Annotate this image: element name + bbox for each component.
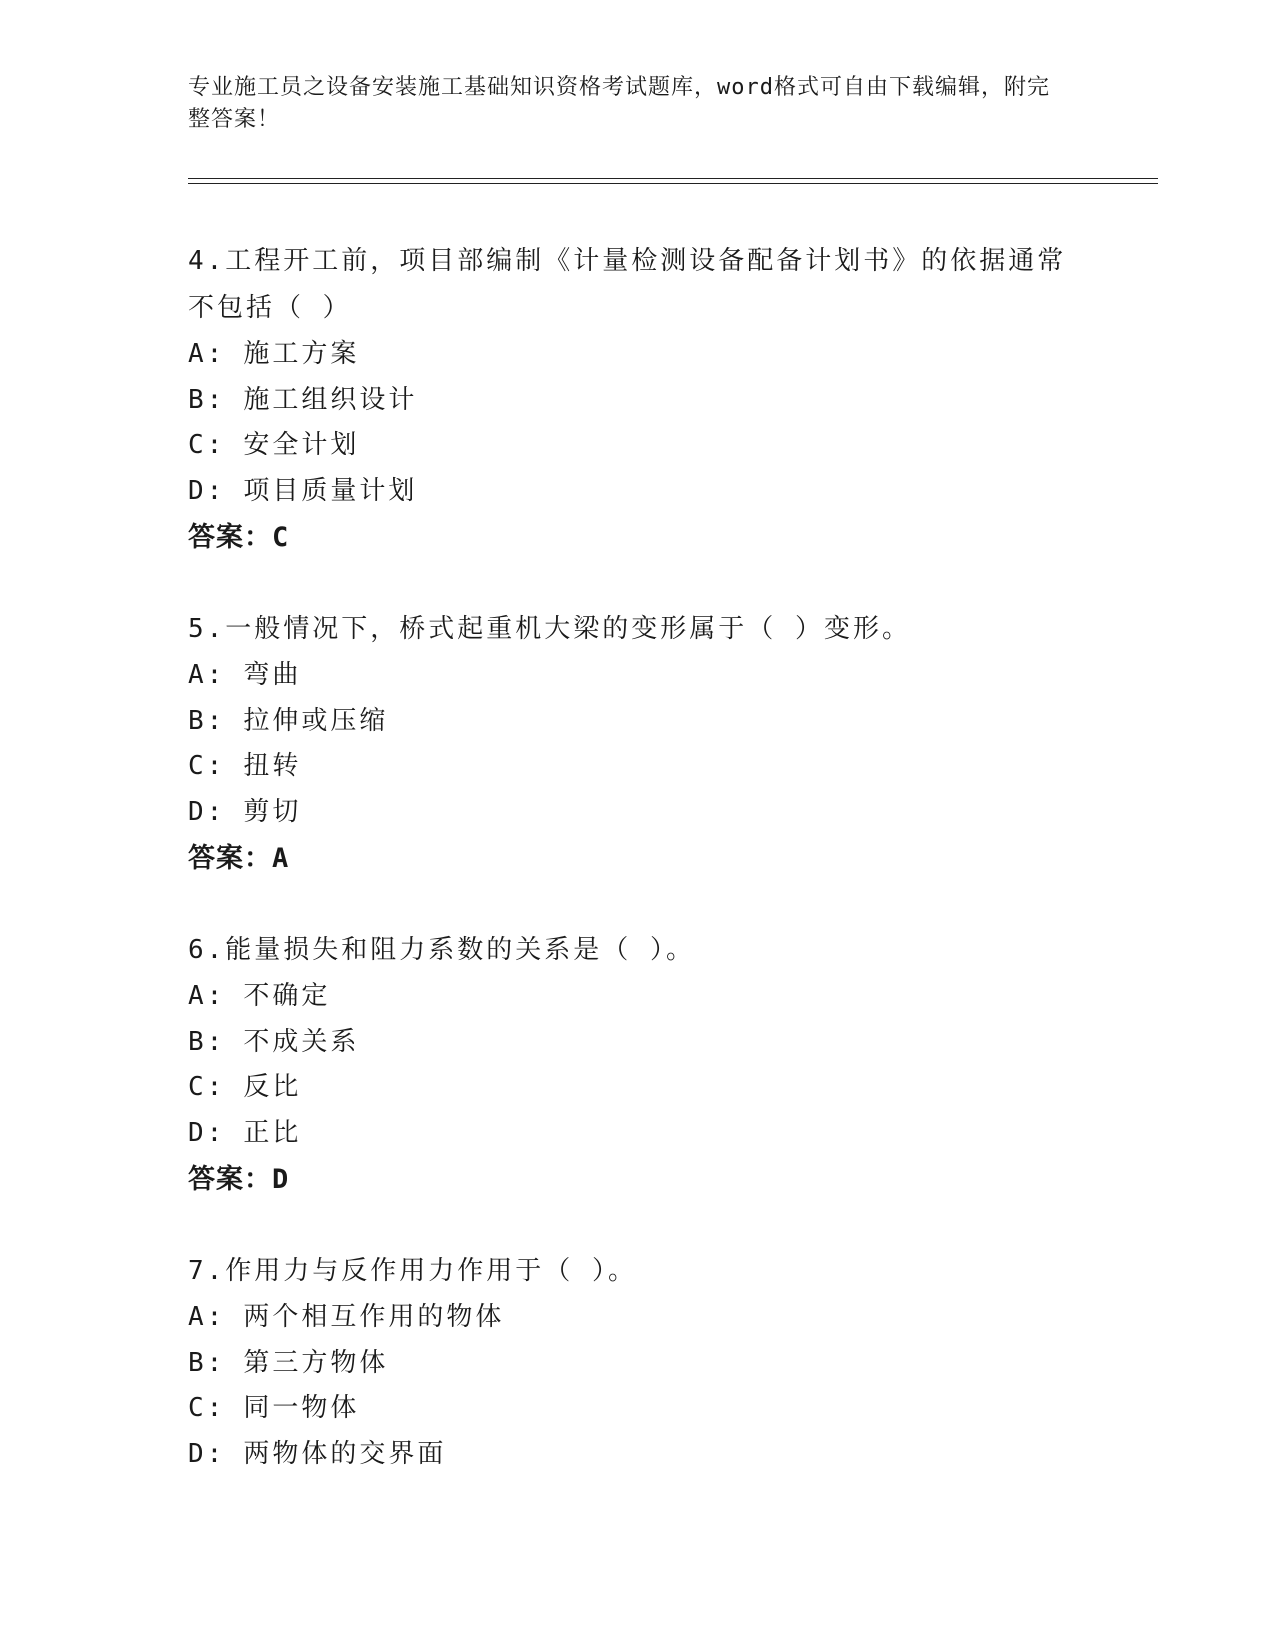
option-c (188, 423, 1088, 469)
option-label: A: (188, 981, 226, 1011)
option-text: 弯曲 (243, 660, 302, 690)
option-label: A: (188, 1302, 226, 1332)
option-b (188, 1020, 1088, 1066)
option-text: 反比 (243, 1072, 302, 1102)
option-label: B: (188, 1347, 226, 1378)
option-text: 正比 (243, 1117, 302, 1148)
option-text: 两个相互作用的物体 (243, 1302, 505, 1332)
option-c (188, 1065, 1088, 1111)
header-rule-bottom (188, 183, 1158, 184)
option-text: 拉伸或压缩 (243, 705, 389, 736)
answer-line: 答案：C (188, 522, 290, 553)
option-text: 同一物体 (243, 1393, 360, 1423)
option-b (188, 699, 1088, 745)
document-header: 专业施工员之设备安装施工基础知识资格考试题库，word格式可自由下载编辑，附完整答案！ (188, 75, 1050, 132)
question-6 (188, 927, 1088, 1203)
option-label: D: (188, 796, 226, 827)
option-text: 项目质量计划 (243, 475, 418, 506)
option-a (188, 332, 1088, 378)
option-label: D: (188, 1438, 226, 1469)
option-text: 第三方物体 (243, 1347, 389, 1378)
option-label: D: (188, 475, 226, 506)
option-d (188, 1111, 1088, 1157)
option-label: C: (188, 1393, 226, 1423)
question-text: 4.工程开工前，项目部编制《计量检测设备配备计划书》的依据通常不包括（ ） (188, 246, 1067, 323)
option-label: B: (188, 1026, 226, 1057)
question-list (188, 238, 1088, 1522)
answer-line: 答案：D (188, 1164, 290, 1195)
option-label: C: (188, 1072, 226, 1102)
option-label: B: (188, 705, 226, 736)
option-b (188, 1341, 1088, 1387)
option-label: C: (188, 430, 226, 460)
option-text: 施工方案 (243, 339, 360, 369)
option-text: 剪切 (243, 796, 302, 827)
question-text: 5.一般情况下，桥式起重机大梁的变形属于（ ）变形。 (188, 614, 911, 644)
question-text: 7.作用力与反作用力作用于（ ）。 (188, 1256, 637, 1286)
option-c (188, 744, 1088, 790)
question-text: 6.能量损失和阻力系数的关系是（ ）。 (188, 935, 695, 965)
question-5 (188, 606, 1088, 882)
option-d (188, 790, 1088, 836)
option-text: 不确定 (243, 981, 331, 1011)
option-a (188, 1295, 1088, 1341)
option-text: 两物体的交界面 (243, 1438, 447, 1469)
option-d (188, 469, 1088, 515)
option-b (188, 378, 1088, 424)
question-7 (188, 1248, 1088, 1477)
option-a (188, 974, 1088, 1020)
option-text: 安全计划 (243, 430, 360, 460)
option-c (188, 1386, 1088, 1432)
option-label: C: (188, 751, 226, 781)
option-text: 扭转 (243, 751, 302, 781)
option-label: D: (188, 1117, 226, 1148)
option-d (188, 1432, 1088, 1478)
option-label: A: (188, 660, 226, 690)
answer-line: 答案：A (188, 843, 290, 874)
header-rule-top (188, 178, 1158, 179)
question-4 (188, 238, 1088, 561)
option-label: B: (188, 384, 226, 415)
option-label: A: (188, 339, 226, 369)
option-text: 施工组织设计 (243, 384, 418, 415)
option-text: 不成关系 (243, 1026, 360, 1057)
option-a (188, 653, 1088, 699)
